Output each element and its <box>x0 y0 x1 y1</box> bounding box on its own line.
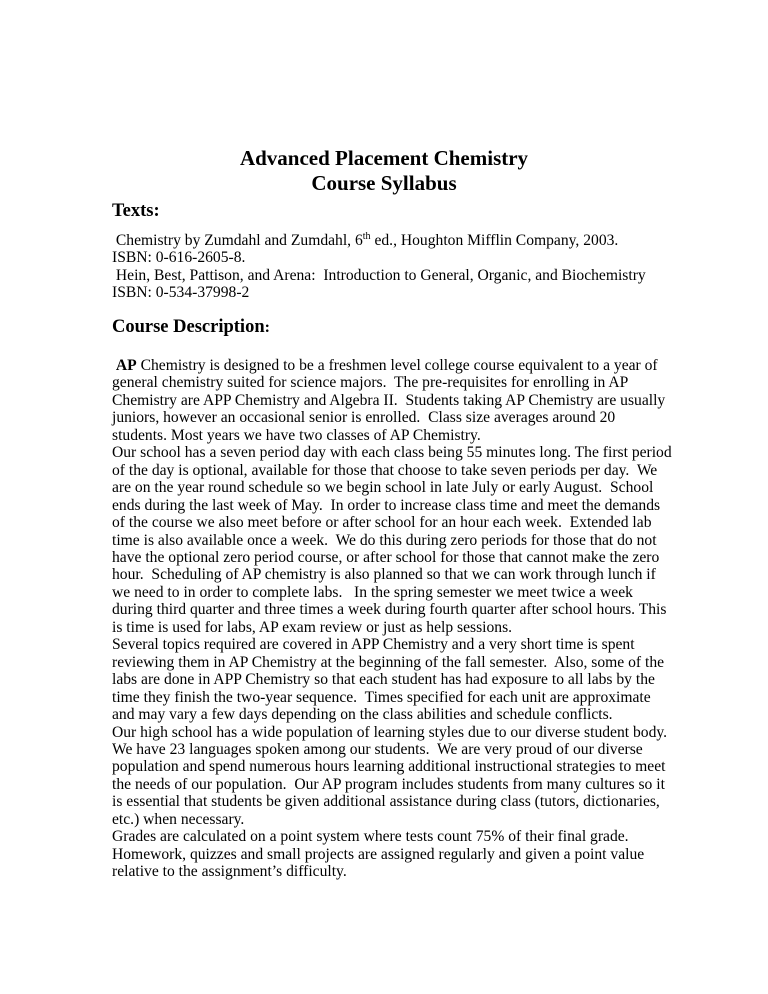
description-line: ends during the last week of May. In order to increase class time and meet the demands <box>112 496 661 514</box>
text-book-1 <box>112 232 646 249</box>
description-line: general chemistry suited for science majors. The pre-requisites for enrolling in AP <box>112 374 629 392</box>
text-book-2: Hein, Best, Pattison, and Arena: Introduction to General, Organic, and Biochemistry <box>112 266 646 284</box>
description-line: of the day is optional, available for those that choose to take seven periods per day. We <box>112 461 658 479</box>
description-line: Our school has a seven period day with each class being 55 minutes long. The first period <box>112 444 672 462</box>
description-line: population and spend numerous hours learning additional instructional strategies to meet <box>112 758 666 776</box>
document-title: Advanced Placement Chemistry <box>239 146 529 170</box>
description-line: and may vary a few days depending on the class abilities and schedule conflicts. <box>112 706 613 724</box>
edition-superscript: th <box>362 230 371 242</box>
description-line: is time is used for labs, AP exam review or just as help sessions. <box>112 618 513 636</box>
description-line: labs are done in APP Chemistry so that each student has had exposure to all labs by the <box>112 671 655 689</box>
description-line: Several topics required are covered in APP Chemistry and a very short time is spent <box>112 636 635 654</box>
description-line: have the optional zero period course, or after school for those that cannot make the zero <box>112 548 660 566</box>
texts-list <box>112 232 646 302</box>
text-isbn-1: ISBN: 0-616-2605-8. <box>112 249 246 267</box>
course-description-body <box>112 357 672 881</box>
description-line: Chemistry are APP Chemistry and Algebra II. Students taking AP Chemistry are usually <box>112 391 666 409</box>
description-line <box>112 357 672 374</box>
description-line: are on the year round schedule so we begin school in late July or early August. School <box>112 479 654 497</box>
heading-colon: : <box>264 319 270 336</box>
description-line: time they finish the two-year sequence. Times specified for each unit are approximate <box>112 688 651 706</box>
description-line: reviewing them in AP Chemistry at the beginning of the fall semester. Also, some of the <box>112 653 665 671</box>
description-line: Homework, quizzes and small projects are assigned regularly and given a point value <box>112 845 645 863</box>
texts-heading: Texts: <box>112 201 160 221</box>
book-1-title: Chemistry by Zumdahl and Zumdahl, 6 <box>115 232 363 249</box>
description-line: is essential that students be given additional assistance during class (tutors, dictionaries, <box>112 793 660 811</box>
text-isbn-2: ISBN: 0-534-37998-2 <box>112 284 250 302</box>
description-line: we need to in order to complete labs. In the spring semester we meet twice a week <box>112 583 633 601</box>
document-subtitle: Course Syllabus <box>311 171 457 195</box>
description-first-line: Chemistry is designed to be a freshmen level college course equivalent to a year of <box>136 357 658 374</box>
description-line: students. Most years we have two classes of AP Chemistry. <box>112 426 481 444</box>
ap-bold: AP <box>115 357 137 374</box>
course-description-heading <box>112 317 270 338</box>
description-line: We have 23 languages spoken among our students. We are very proud of our diverse <box>112 740 643 758</box>
description-line: Our high school has a wide population of learning styles due to our diverse student body. <box>112 723 668 741</box>
description-line: relative to the assignment’s difficulty. <box>112 863 347 881</box>
description-line: during third quarter and three times a week during fourth quarter after school hours. This <box>112 601 667 619</box>
description-line: etc.) when necessary. <box>112 810 245 828</box>
description-line: of the course we also meet before or after school for an hour each week. Extended lab <box>112 514 652 532</box>
description-line: juniors, however an occasional senior is enrolled. Class size averages around 20 <box>112 409 616 427</box>
description-line: hour. Scheduling of AP chemistry is also planned so that we can work through lunch if <box>112 566 656 584</box>
description-line: time is also available once a week. We do this during zero periods for those that do not <box>112 531 657 549</box>
book-1-publisher: ed., Houghton Mifflin Company, 2003. <box>370 232 619 249</box>
description-line: the needs of our population. Our AP program includes students from many cultures so it <box>112 775 665 793</box>
heading-text: Course Description <box>112 317 265 337</box>
description-line: Grades are calculated on a point system where tests count 75% of their final grade. <box>112 828 629 846</box>
